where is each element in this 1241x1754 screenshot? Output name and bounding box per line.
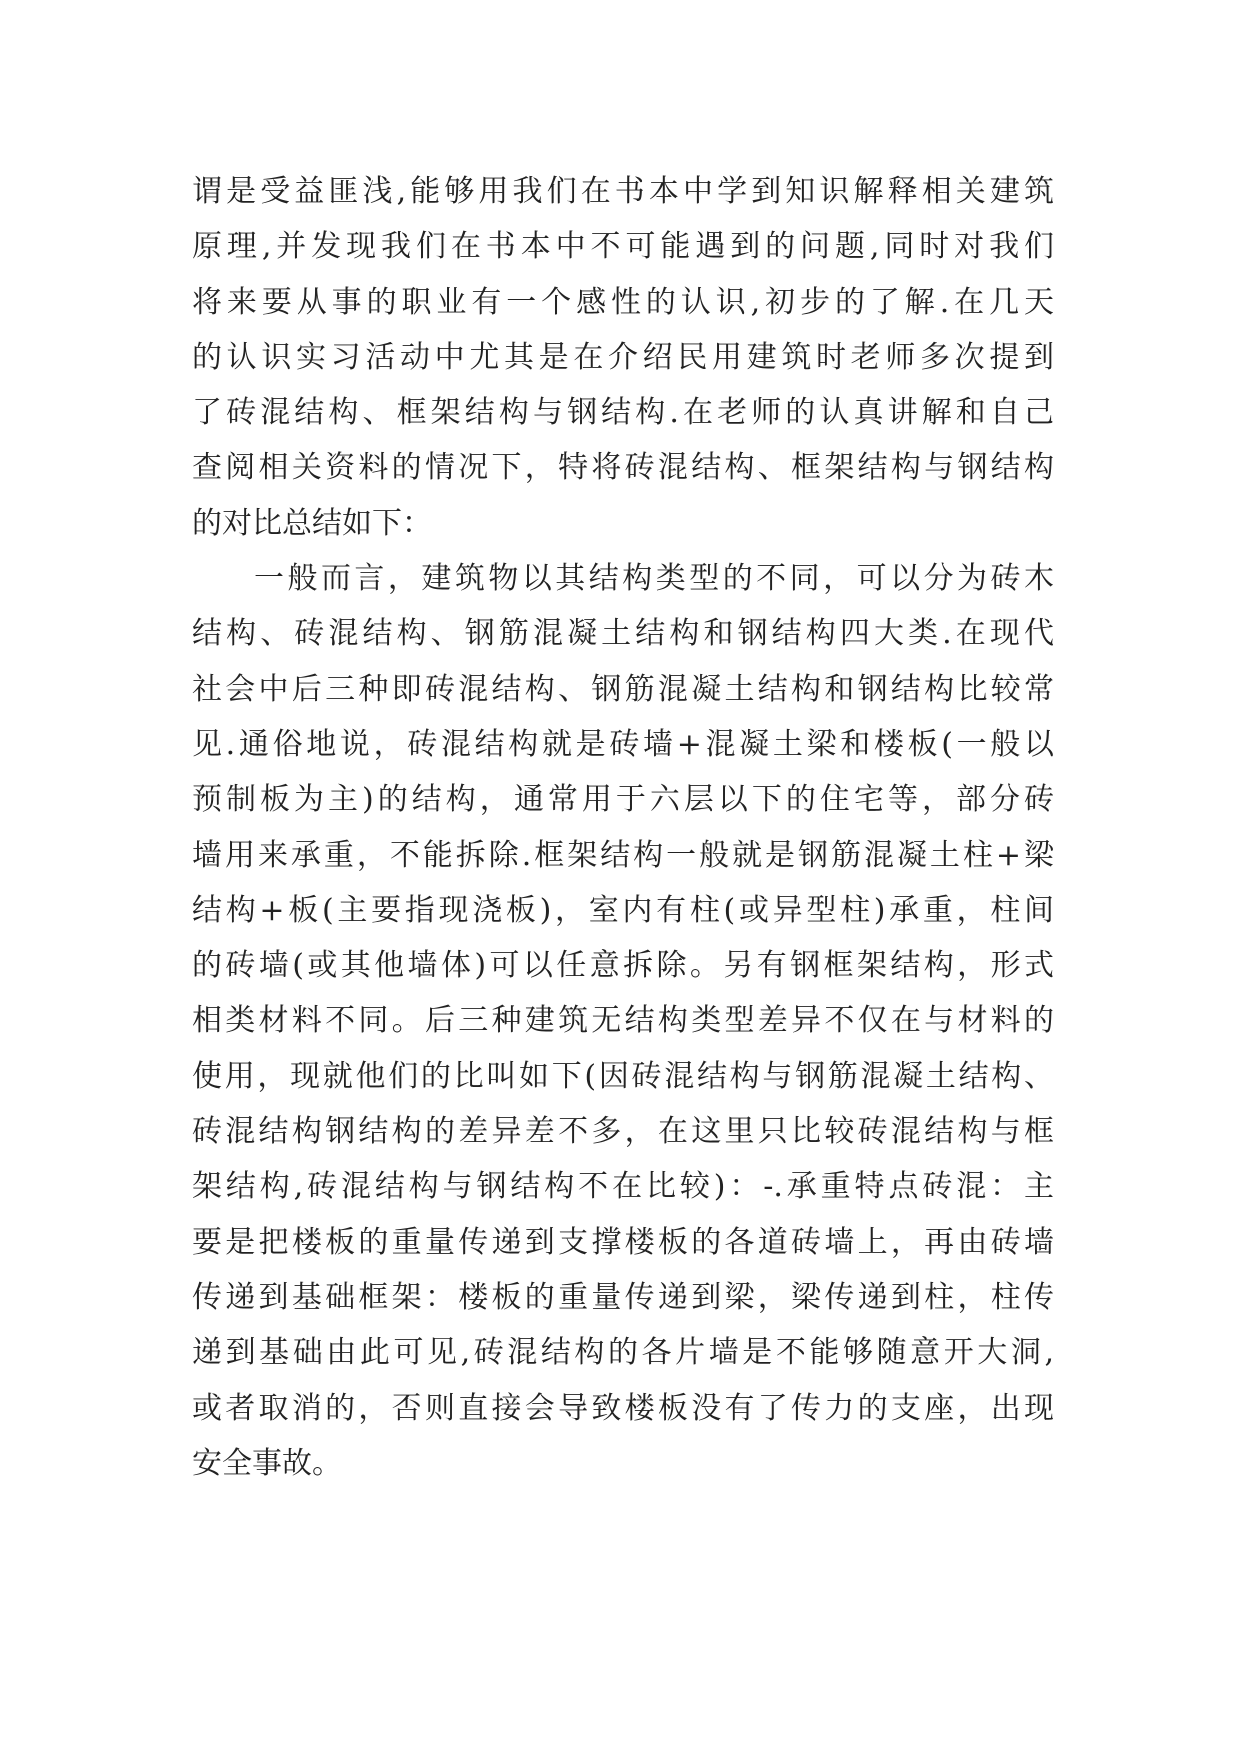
paragraph-2-line-6: 墙用来承重，不能拆除.框架结构一般就是钢筋混凝土柱+梁 [192, 837, 1054, 873]
paragraph-2-line-14: 传递到基础框架：楼板的重量传递到梁，梁传递到柱，柱传 [192, 1279, 1054, 1315]
paragraph-2-line-9: 相类材料不同。后三种建筑无结构类型差异不仅在与材料的 [192, 1003, 1054, 1039]
paragraph-2-line-7: 结构+板(主要指现浇板)，室内有柱(或异型柱)承重，柱间 [192, 892, 1054, 928]
paragraph-1-line-1: 谓是受益匪浅,能够用我们在书本中学到知识解释相关建筑 [192, 174, 1054, 209]
paragraph-2-line-11: 砖混结构钢结构的差异差不多，在这里只比较砖混结构与框 [192, 1114, 1054, 1150]
paragraph-2-line-12: 架结构,砖混结构与钢结构不在比较)：-.承重特点砖混：主 [192, 1169, 1054, 1205]
paragraph-2-line-4: 见.通俗地说，砖混结构就是砖墙+混凝土梁和楼板(一般以 [192, 726, 1054, 762]
paragraph-1-line-7: 的对比总结如下： [192, 505, 432, 541]
paragraph-2-line-3: 社会中后三种即砖混结构、钢筋混凝土结构和钢结构比较常 [192, 671, 1054, 707]
paragraph-2-line-5: 预制板为主)的结构，通常用于六层以下的住宅等，部分砖 [192, 782, 1054, 818]
paragraph-1-line-6: 查阅相关资料的情况下，特将砖混结构、框架结构与钢结构 [192, 450, 1054, 486]
paragraph-1-line-4: 的认识实习活动中尤其是在介绍民用建筑时老师多次提到 [192, 339, 1054, 375]
paragraph-2-line-1: 一般而言，建筑物以其结构类型的不同，可以分为砖木 [254, 561, 1054, 597]
paragraph-2-line-17: 安全事故。 [192, 1445, 342, 1481]
paragraph-1-line-5: 了砖混结构、框架结构与钢结构.在老师的认真讲解和自己 [192, 395, 1054, 431]
paragraph-2-line-8: 的砖墙(或其他墙体)可以任意拆除。另有钢框架结构，形式 [192, 948, 1054, 984]
paragraph-2-line-15: 递到基础由此可见,砖混结构的各片墙是不能够随意开大洞, [192, 1335, 1054, 1371]
paragraph-1-line-3: 将来要从事的职业有一个感性的认识,初步的了解.在几天 [192, 284, 1054, 320]
paragraph-2-line-13: 要是把楼板的重量传递到支撑楼板的各道砖墙上，再由砖墙 [192, 1224, 1054, 1260]
paragraph-2-line-16: 或者取消的，否则直接会导致楼板没有了传力的支座，出现 [192, 1390, 1054, 1426]
paragraph-1-line-2: 原理,并发现我们在书本中不可能遇到的问题,同时对我们 [192, 229, 1054, 265]
paragraph-2-line-2: 结构、砖混结构、钢筋混凝土结构和钢结构四大类.在现代 [192, 616, 1054, 652]
paragraph-2-line-10: 使用，现就他们的比叫如下(因砖混结构与钢筋混凝土结构、 [192, 1058, 1054, 1094]
body-text [192, 164, 1054, 1491]
